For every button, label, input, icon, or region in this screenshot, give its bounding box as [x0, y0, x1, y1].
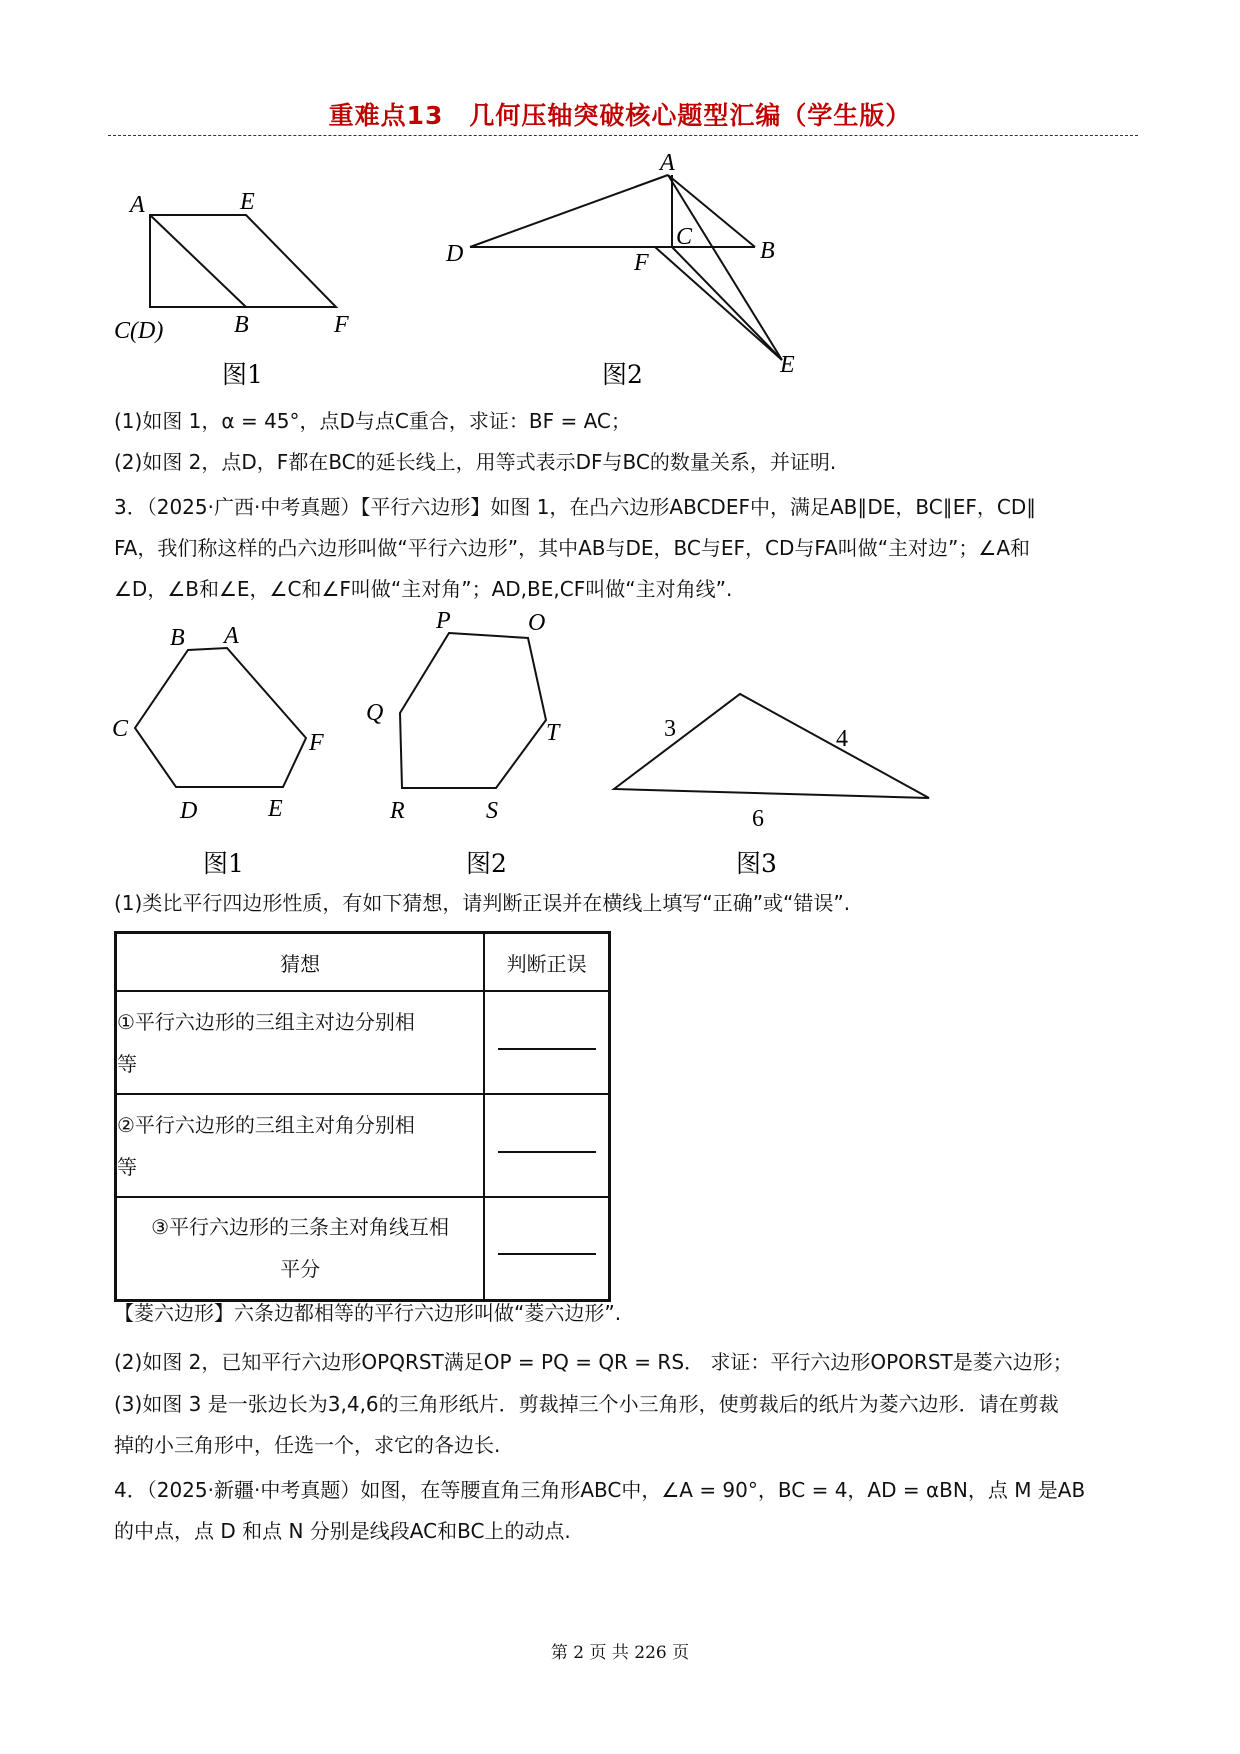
q3-fig1-label-E: E: [268, 796, 283, 822]
fig2-label-C: C: [676, 224, 693, 250]
q3-part3-line2: 掉的小三角形中，任选一个，求它的各边长.: [114, 1433, 501, 1457]
table-header-conjecture: 猜想: [116, 933, 485, 992]
q3-fig2-label-P: P: [436, 608, 451, 634]
q3-fig2-label-R: R: [390, 798, 405, 824]
fig2-line-AE: [668, 175, 782, 360]
q3-fig3-side-6: 6: [752, 806, 764, 832]
q3-fig3-side-4: 4: [836, 726, 848, 752]
fig1-label-E: E: [240, 189, 255, 215]
q3-fig2-label-S: S: [486, 798, 498, 824]
q3-fig3-caption: 图3: [736, 849, 777, 878]
q3-fig1-label-A: A: [224, 623, 239, 649]
q4-line1: 4．（2025·新疆·中考真题）如图，在等腰直角三角形ABC中，∠A = 90°，BC = 4，AD = αBN，点 M 是AB: [114, 1478, 1086, 1502]
conjecture-line: ②平行六边形的三组主对角分别相: [117, 1112, 415, 1137]
fig1-label-F: F: [334, 312, 349, 338]
q3-fig1-label-F: F: [309, 730, 324, 756]
q3-fig1-caption: 图1: [203, 849, 244, 878]
q3-stem-line1: 3．（2025·广西·中考真题）【平行六边形】如图 1，在凸六边形ABCDEF中，满足AB∥DE，BC∥EF，CD∥: [114, 495, 1037, 519]
q3-fig3-triangle: [614, 694, 929, 798]
fig1-caption: 图1: [222, 360, 263, 389]
table-cell-answer: [484, 991, 609, 1094]
answer-blank[interactable]: [498, 1048, 596, 1050]
fig2-label-D: D: [446, 241, 464, 267]
q3-fig2-caption: 图2: [466, 849, 507, 878]
fig2-line-AD: [470, 175, 668, 247]
conjecture-line: ③平行六边形的三条主对角线互相: [151, 1215, 450, 1240]
table-header-row: [116, 933, 610, 992]
conjecture-line: ①平行六边形的三组主对边分别相: [117, 1009, 415, 1034]
fig1-diagonal: [150, 215, 246, 307]
q3-stem-line3: ∠D，∠B和∠E，∠C和∠F叫做“主对角”；AD,BE,CF叫做“主对角线”.: [114, 577, 733, 601]
table-cell-conjecture: [116, 1197, 485, 1300]
answer-blank[interactable]: [498, 1151, 596, 1153]
fig2-label-E: E: [780, 352, 795, 378]
conjecture-line: 等: [117, 1154, 137, 1179]
fig2-label-A: A: [660, 150, 675, 176]
answer-blank[interactable]: [498, 1253, 596, 1255]
q3-part3-line1: (3)如图 3 是一张边长为3,4,6的三角形纸片．剪裁掉三个小三角形，使剪裁后的纸片为菱六边形．请在剪裁: [114, 1392, 1059, 1416]
page-title: 重难点13 几何压轴突破核心题型汇编（学生版）: [328, 101, 912, 130]
fig2-caption: 图2: [602, 360, 643, 389]
q4-line2: 的中点，点 D 和点 N 分别是线段AC和BC上的动点.: [114, 1519, 571, 1543]
conjecture-line: 等: [117, 1051, 137, 1076]
q3-figures: [0, 600, 1240, 880]
conjecture-table: [114, 931, 611, 1302]
q3-fig1-label-C: C: [112, 716, 129, 742]
q3-fig2-label-Q: Q: [366, 700, 384, 726]
fig1-label-A: A: [130, 192, 145, 218]
fig1-parallelogram: [150, 215, 336, 307]
q2-part1: (1)如图 1，α = 45°，点D与点C重合，求证：BF = AC；: [114, 409, 631, 433]
table-row: [116, 1094, 610, 1197]
q3-stem-line2: FA，我们称这样的凸六边形叫做“平行六边形”，其中AB与DE，BC与EF，CD与FA叫做“主对边”；∠A和: [114, 536, 1031, 560]
fig1-label-CD: C(D): [114, 318, 164, 344]
fig2-label-B: B: [760, 238, 775, 264]
q3-part1: (1)类比平行四边形性质，有如下猜想，请判断正误并在横线上填写“正确”或“错误”.: [114, 891, 851, 915]
table-cell-conjecture: [116, 1094, 485, 1197]
table-cell-conjecture: [116, 991, 485, 1094]
fig1-label-B: B: [234, 312, 249, 338]
table-row: [116, 1197, 610, 1300]
q3-fig2-hexagon: [400, 633, 546, 788]
table-row: [116, 991, 610, 1094]
q3-fig2-label-T: T: [546, 720, 560, 746]
q3-fig3-side-3: 3: [664, 716, 676, 742]
q3-fig1-label-B: B: [170, 625, 185, 651]
table-cell-answer: [484, 1197, 609, 1300]
table-cell-answer: [484, 1094, 609, 1197]
q2-part2: (2)如图 2，点D，F都在BC的延长线上，用等式表示DF与BC的数量关系，并证明.: [114, 450, 837, 474]
top-figures: [0, 0, 1240, 400]
page-number: 第 2 页 共 226 页: [550, 1643, 690, 1663]
fig2-label-F: F: [634, 250, 649, 276]
conjecture-line: 平分: [280, 1257, 321, 1282]
q3-fig2-label-O: O: [528, 610, 546, 636]
q3-part2: (2)如图 2，已知平行六边形OPQRST满足OP = PQ = QR = RS． 求证：平行六边形OPORST是菱六边形；: [114, 1350, 1073, 1374]
q3-fig1-hexagon: [135, 648, 306, 787]
table-header-judgment: 判断正误: [484, 933, 609, 992]
q3-definition: 【菱六边形】六条边都相等的平行六边形叫做“菱六边形”.: [114, 1301, 622, 1325]
q3-fig1-label-D: D: [180, 798, 198, 824]
